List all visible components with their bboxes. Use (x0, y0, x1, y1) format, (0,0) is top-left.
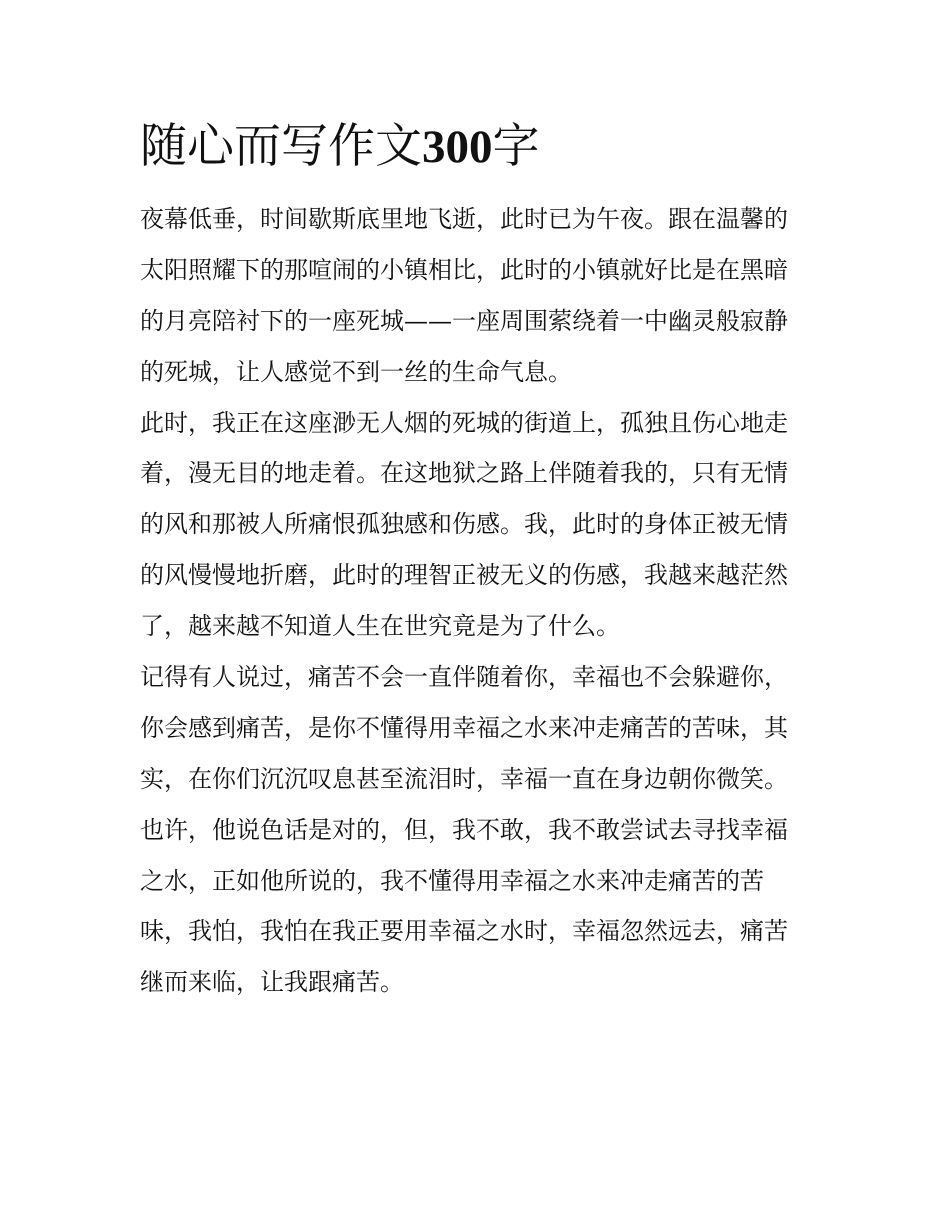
text-line: 此时，我正在这座渺无人烟的死城的街道上，孤独且伤心地走 (140, 408, 788, 437)
text-line: 的风和那被人所痛恨孤独感和伤感。我，此时的身体正被无情 (140, 510, 788, 539)
text-line: 你会感到痛苦，是你不懂得用幸福之水来冲走痛苦的苦味，其 (140, 713, 788, 742)
title-suffix: 字 (492, 119, 540, 174)
page-title (140, 110, 812, 184)
text-line: 着，漫无目的地走着。在这地狱之路上伴随着我的，只有无情 (140, 459, 788, 488)
text-line: 的风慢慢地折磨，此时的理智正被无义的伤感，我越来越茫然 (140, 561, 788, 590)
title-number: 300 (422, 121, 493, 173)
text-line: 的月亮陪衬下的一座死城——一座周围萦绕着一中幽灵般寂静 (140, 306, 788, 335)
text-line: 记得有人说过，痛苦不会一直伴随着你，幸福也不会躲避你， (140, 663, 788, 692)
essay-body (140, 194, 812, 1008)
title-prefix: 随心而写作文 (140, 119, 422, 174)
text-line: 味，我怕，我怕在我正要用幸福之水时，幸福忽然远去，痛苦 (140, 917, 788, 946)
text-line: 太阳照耀下的那喧闹的小镇相比，此时的小镇就好比是在黑暗 (140, 255, 788, 284)
text-line: 之水，正如他所说的，我不懂得用幸福之水来冲走痛苦的苦 (140, 866, 764, 895)
text-line: 的死城，让人感觉不到一丝的生命气息。 (140, 357, 572, 386)
text-line: 夜幕低垂，时间歇斯底里地飞逝，此时已为午夜。跟在温馨的 (140, 205, 788, 233)
text-line: 实，在你们沉沉叹息甚至流泪时，幸福一直在身边朝你微笑。 (140, 764, 788, 793)
document-page (140, 110, 812, 1008)
text-line: 了，越来越不知道人生在世究竟是为了什么。 (140, 612, 620, 641)
text-line: 继而来临，让我跟痛苦。 (140, 968, 404, 997)
text-line: 也许，他说色话是对的，但，我不敢，我不敢尝试去寻找幸福 (140, 815, 788, 844)
